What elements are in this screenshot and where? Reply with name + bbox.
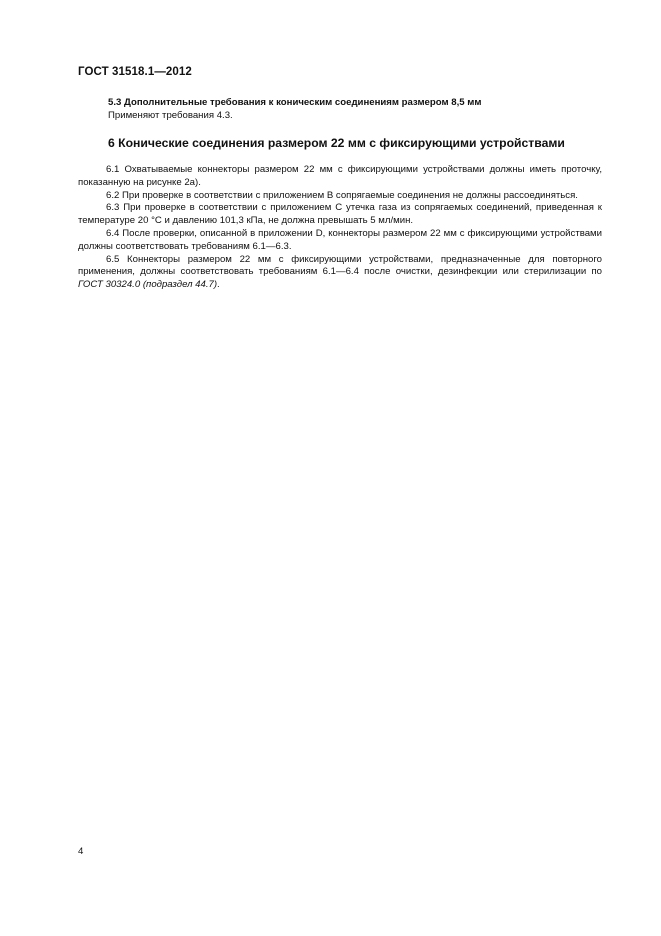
paragraph-6-5 [78,254,602,292]
paragraph-6-1: 6.1 Охватываемые коннекторы размером 22 мм с фиксирующими устройствами должны иметь проточку, показанную на рисунке 2а). [78,164,602,188]
paragraph-6-3: 6.3 При проверке в соответствии с приложением С утечка газа из сопрягаемых соединений, приведенная к температуре 20 °С и давлению 101,3 кПа, не должна превышать 5 мл/мин. [78,202,602,227]
standard-reference-link: ГОСТ 30324.0 (подраздел 44.7) [78,279,218,291]
paragraph-6-2: 6.2 При проверке в соответствии с приложением В сопрягаемые соединения не должны рассоединяться. [106,189,578,201]
paragraph-6-5-end: . [217,279,220,291]
section-body [78,164,602,292]
page-number: 4 [78,846,84,857]
paragraph-6-4: 6.4 После проверки, описанной в приложении D, коннекторы размером 22 мм с фиксирующими устройствами должны соответствовать требованиям 6.1—6.3. [78,227,602,252]
section-title: 6 Конические соединения размером 22 мм с фиксирующими устройствами [108,136,565,150]
subsection-text: Применяют требования 4.3. [108,110,233,121]
subsection-5-3 [78,96,598,122]
document-code-header: ГОСТ 31518.1—2012 [78,66,192,78]
paragraph-6-5-text: 6.5 Коннекторы размером 22 мм с фиксирующими устройствами, предназначенные для повторного применения, должны соответствовать требованиям 6.1—6.4 после очистки, дезинфекции или стерилизации по [78,253,602,278]
subsection-title: 5.3 Дополнительные требования к коническим соединениям размером 8,5 мм [108,97,482,108]
